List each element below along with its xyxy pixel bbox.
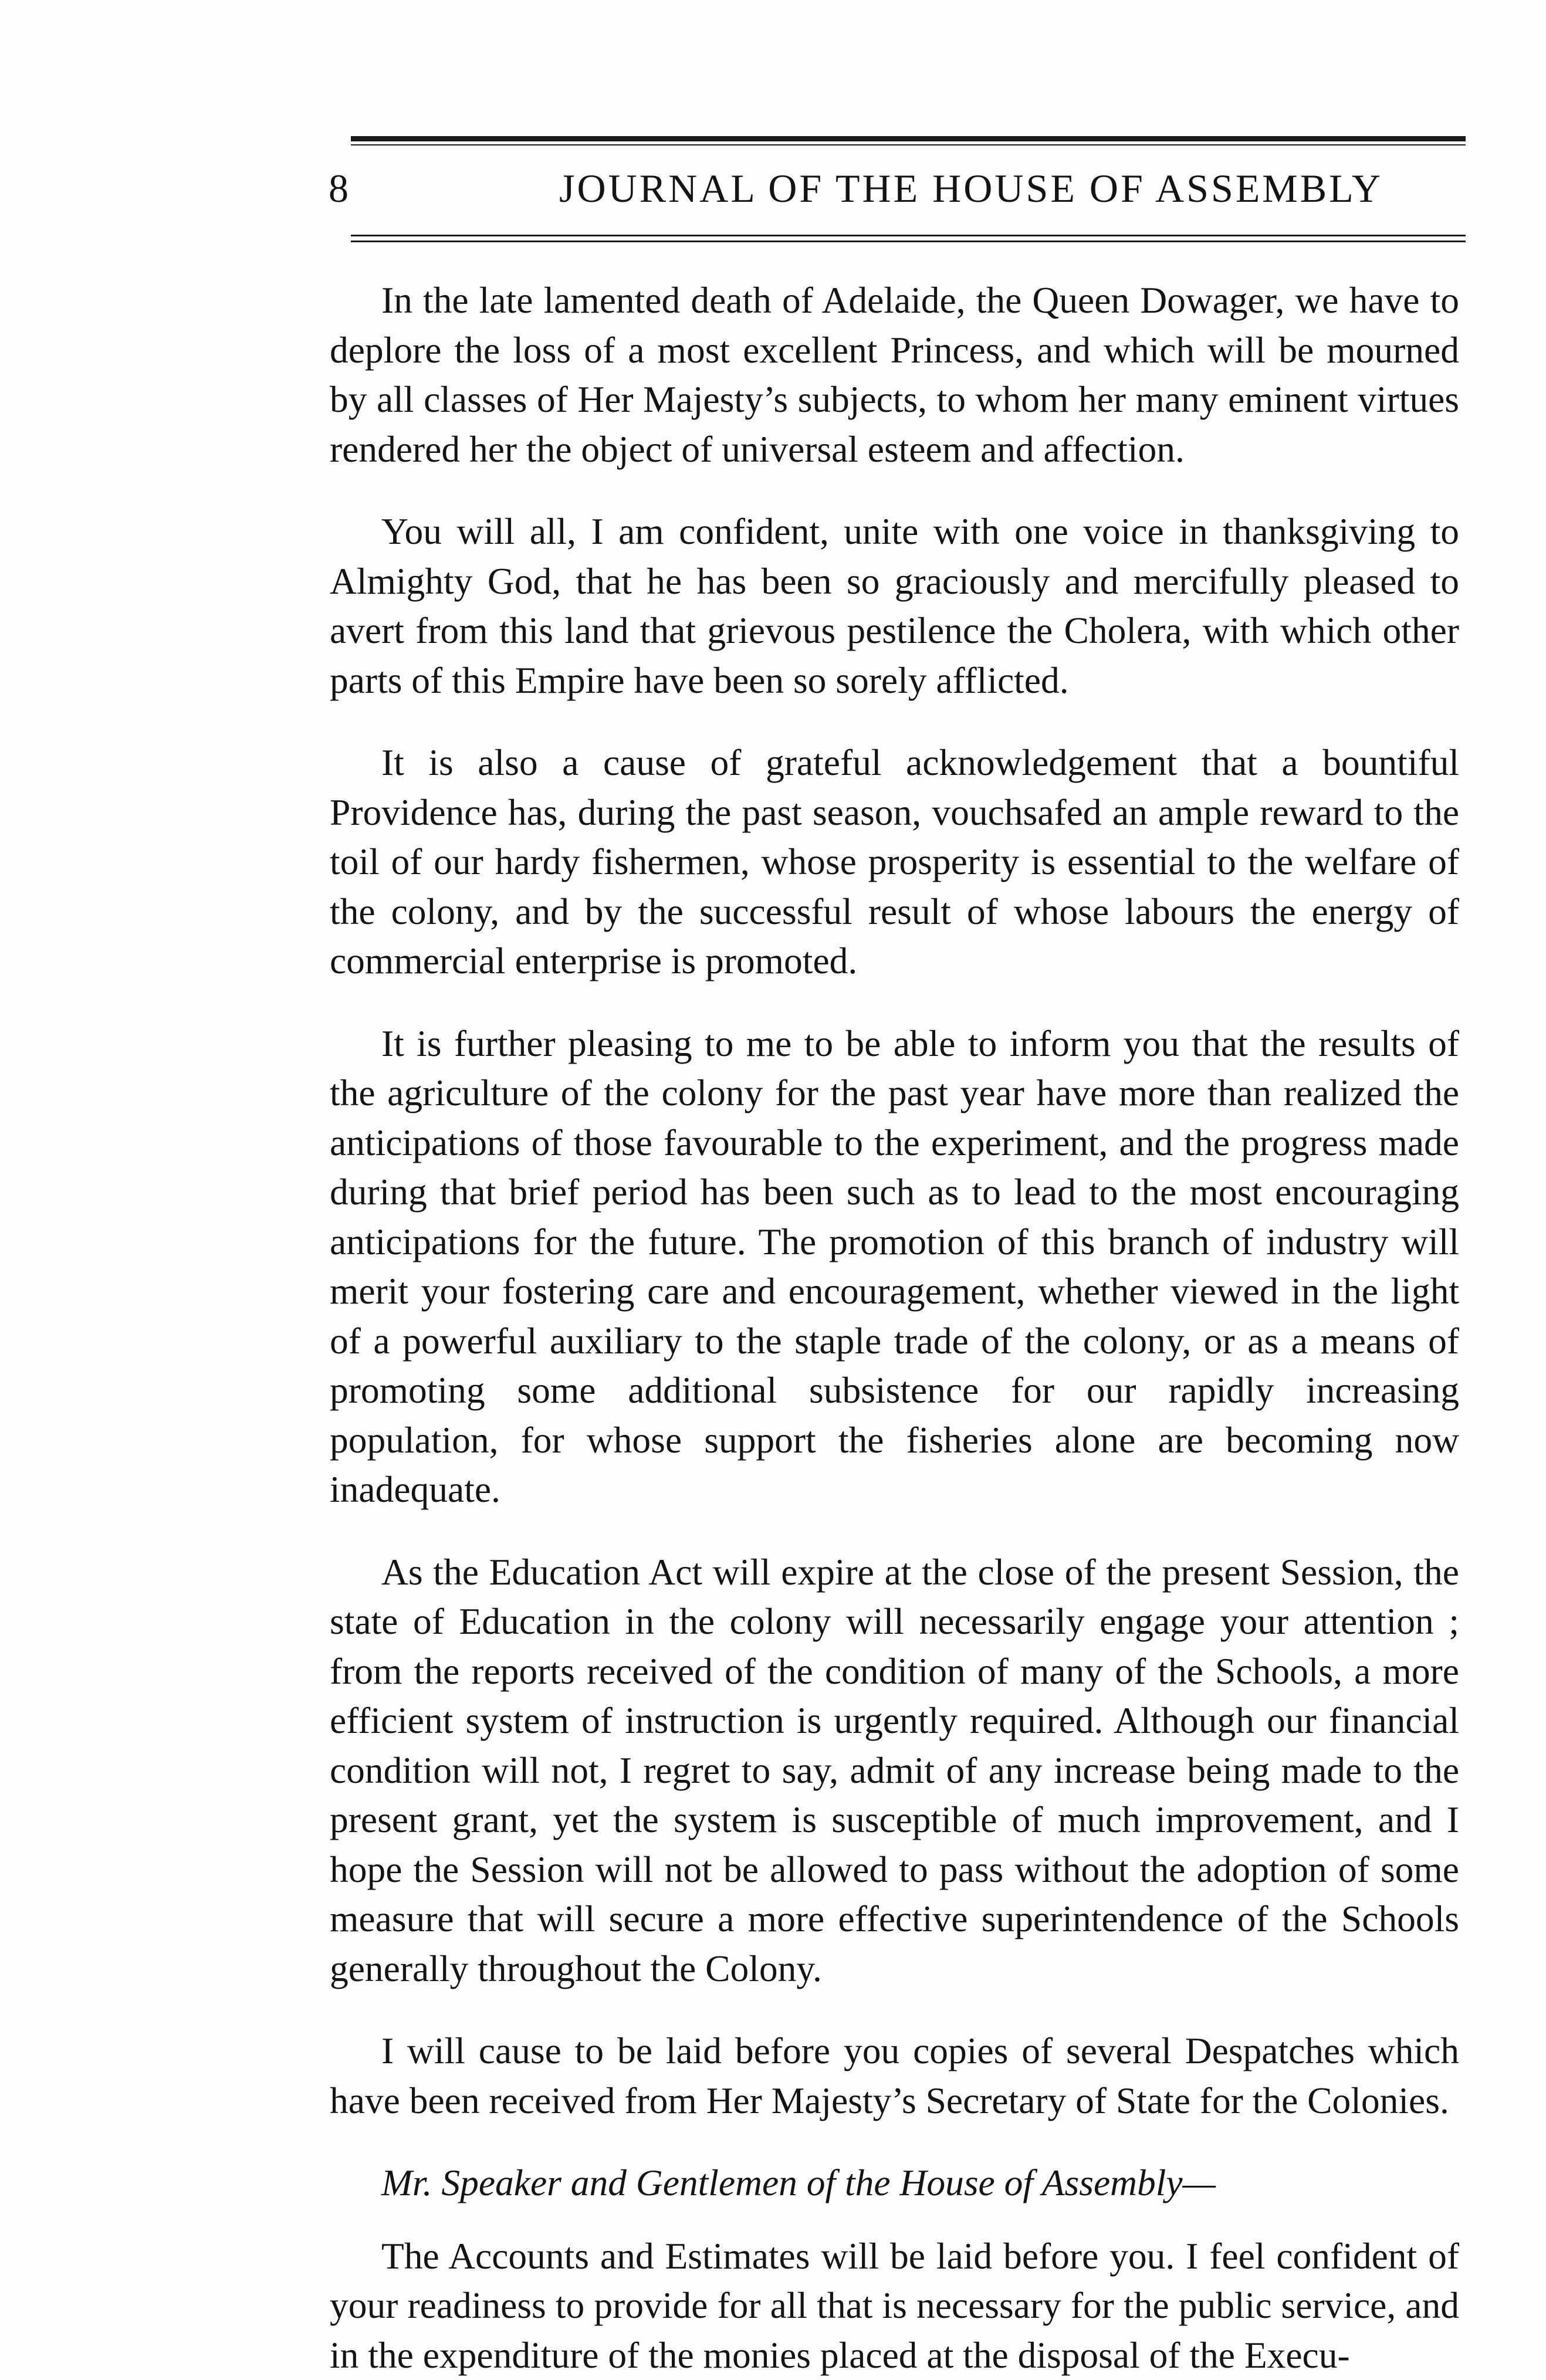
header-bottom-rule bbox=[351, 235, 1466, 236]
paragraph-accounts: The Accounts and Estimates will be laid before you. I feel confident of your readiness to provide for all that is necessary for the public service, and in the expenditure of the monies placed at the disposal of the Execu- bbox=[330, 2232, 1459, 2380]
paragraph-thanksgiving: You will all, I am confident, unite with one voice in thanksgiving to Almighty God, that he has been so graciously and mercifully pleased to avert from this land that grievous pestilence the Cholera, with which other parts of this Empire have been so sorely afflicted. bbox=[330, 507, 1459, 705]
address-heading: Mr. Speaker and Gentlemen of the House of Assembly— bbox=[330, 2158, 1459, 2208]
header-top-rule-thin bbox=[351, 144, 1466, 145]
paragraph-agriculture: It is further pleasing to me to be able to inform you that the results of the agriculture of the colony for the past year have more than realized the anticipations of those favourable to the experiment, and the progress made during that brief period has been such as to lead to the most encouraging anticipations for the future. The promotion of this branch of industry will merit your fostering care and encouragement, whether viewed in the light of a powerful auxiliary to the staple trade of the colony, or as a means of promoting some additional subsistence for our rapidly increasing population, for whose support the fisheries alone are becoming now inadequate. bbox=[330, 1019, 1459, 1515]
page-number: 8 bbox=[329, 162, 349, 215]
body-text bbox=[330, 276, 1459, 2380]
page-header bbox=[329, 157, 1473, 222]
header-bottom-rule-second bbox=[351, 241, 1466, 242]
header-top-rule bbox=[351, 136, 1466, 141]
paragraph-education: As the Education Act will expire at the close of the present Session, the state of Education in the colony will necessarily engage your attention ; from the reports received of the condition of many of the Schools, a more efficient system of instruction is urgently required. Although our financial condition will not, I regret to say, admit of any increase being made to the present grant, yet the system is susceptible of much improvement, and I hope the Session will not be allowed to pass without the adoption of some measure that will secure a more effective superintendence of the Schools generally throughout the Colony. bbox=[330, 1548, 1459, 1994]
paragraph-fisheries: It is also a cause of grateful acknowledgement that a bountiful Providence has, during the past season, vouchsafed an ample reward to the toil of our hardy fishermen, whose prosperity is essential to the welfare of the colony, and by the successful result of whose labours the energy of commercial enterprise is promoted. bbox=[330, 738, 1459, 986]
running-head: JOURNAL OF THE HOUSE OF ASSEMBLY bbox=[469, 162, 1473, 215]
paragraph-despatches: I will cause to be laid before you copies of several Despatches which have been received from Her Majesty’s Secretary of State for the Colonies. bbox=[330, 2026, 1459, 2125]
paragraph-queen-dowager: In the late lamented death of Adelaide, the Queen Dowager, we have to deplore the loss of a most excellent Princess, and which will be mourned by all classes of Her Majesty’s subjects, to whom her many eminent virtues rendered her the object of universal esteem and affection. bbox=[330, 276, 1459, 474]
